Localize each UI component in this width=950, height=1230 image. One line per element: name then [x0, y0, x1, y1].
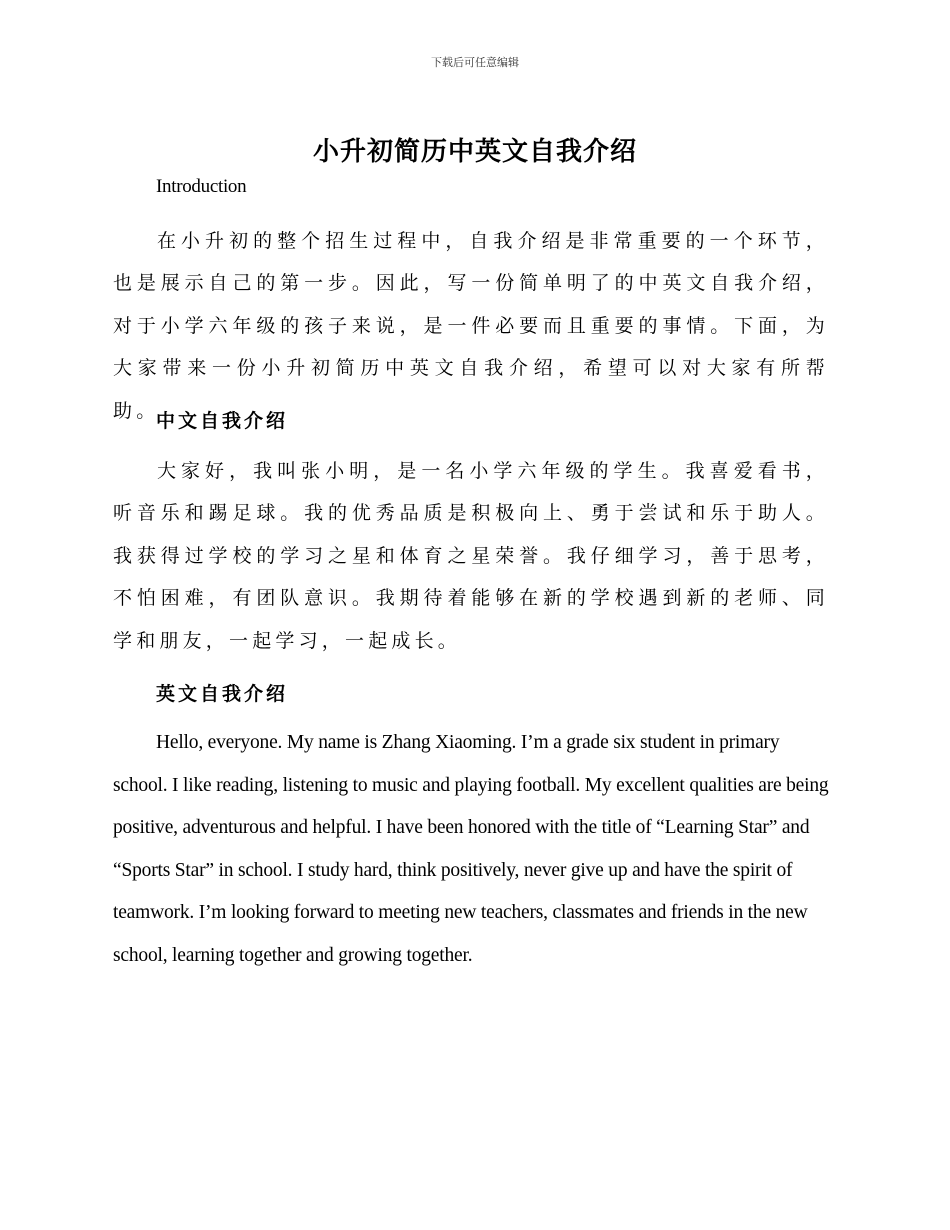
document-title: 小升初简历中英文自我介绍: [312, 137, 637, 167]
intro-label: Introduction: [156, 176, 247, 197]
chinese-intro-paragraph: 大家好，我叫张小明，是一名小学六年级的学生。我喜爱看书，听音乐和踢足球。我的优秀品质是积极向上、勇于尝试和乐于助人。我获得过学校的学习之星和体育之星荣誉。我仔细学习，善于思考，不怕困难，有团队意识。我期待着能够在新的学校遇到新的老师、同学和朋友，一起学习，一起成长。: [113, 460, 829, 652]
english-section-heading: 英文自我介绍: [156, 683, 289, 705]
english-intro-paragraph: Hello, everyone. My name is Zhang Xiaoming. I’m a grade six student in primary school. I like reading, listening to music and playing football. My excellent qualities are being positive, adventurous and helpful. I have been honored with the title of “Learning Star” and “Sports Star” in school. I study hard, think positively, never give up and have the spirit of teamwork. I’m looking forward to meeting new teachers, classmates and friends in the new school, learning together and growing together.: [113, 732, 829, 966]
chinese-section-heading: 中文自我介绍: [156, 410, 289, 432]
intro-paragraph: 在小升初的整个招生过程中，自我介绍是非常重要的一个环节，也是展示自己的第一步。因此，写一份简单明了的中英文自我介绍，对于小学六年级的孩子来说，是一件必要而且重要的事情。下面，为大家带来一份小升初简历中英文自我介绍，希望可以对大家有所帮助。: [113, 230, 829, 422]
header-note: 下载后可任意编辑: [431, 56, 519, 69]
